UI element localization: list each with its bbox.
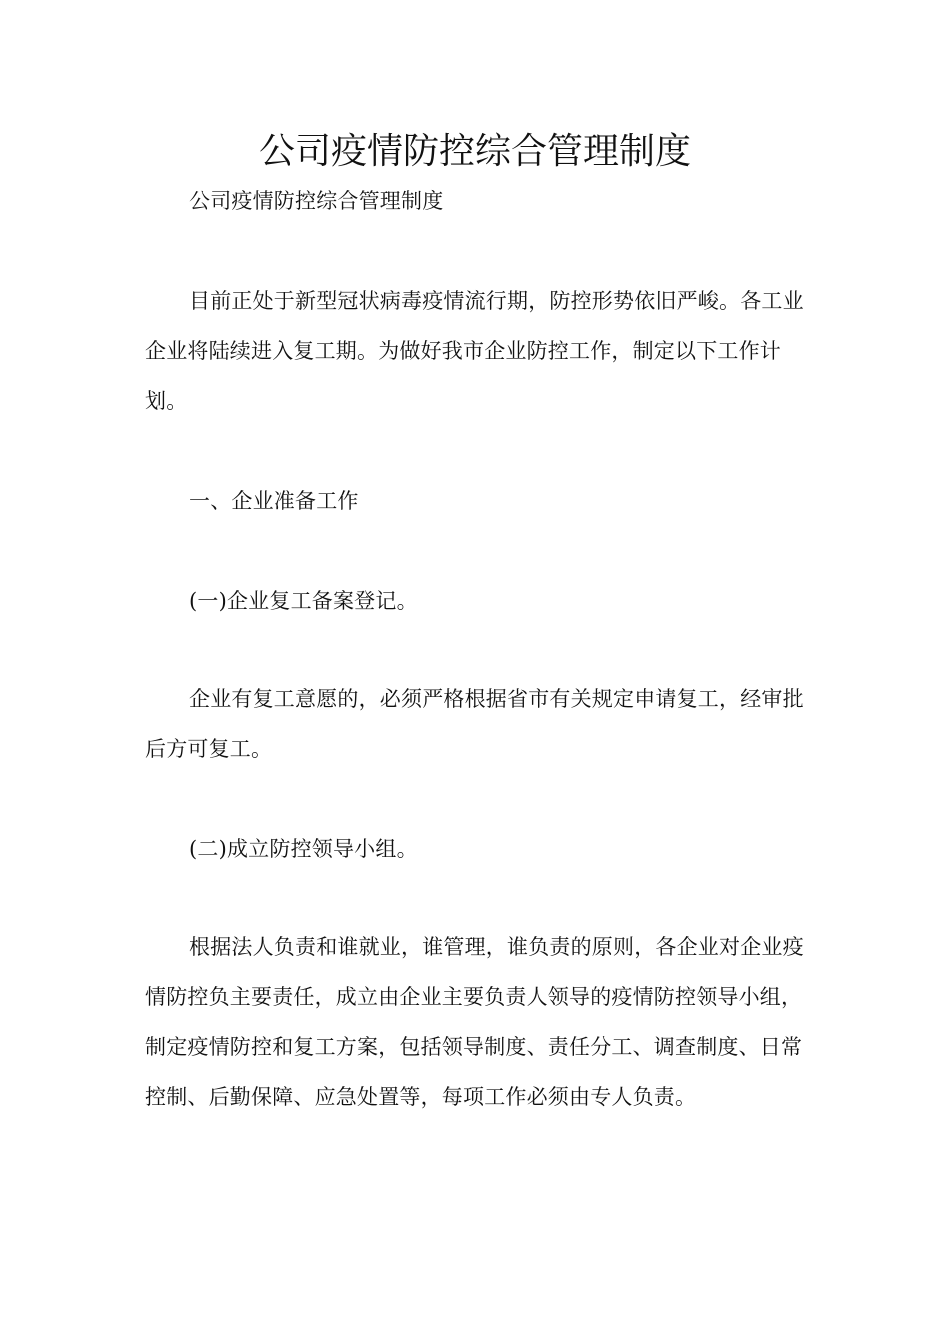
document-subtitle: 公司疫情防控综合管理制度 [189,189,444,213]
document-title: 公司疫情防控综合管理制度 [258,131,691,172]
leadership-group-paragraph: 根据法人负责和谁就业，谁管理，谁负责的原则，各企业对企业疫情防控负主要责任，成立由企业主要负责人领导的疫情防控领导小组，制定疫情防控和复工方案，包括领导制度、责任分工、调查制度、日常控制、后勤保障、应急处置等，每项工作必须由专人负责。 [145,935,804,1109]
intro-paragraph: 目前正处于新型冠状病毒疫情流行期，防控形势依旧严峻。各工业企业将陆续进入复工期。为做好我市企业防控工作，制定以下工作计划。 [145,289,804,413]
section-heading-preparation: 一、企业准备工作 [189,489,359,513]
registration-paragraph: 企业有复工意愿的，必须严格根据省市有关规定申请复工，经审批后方可复工。 [145,687,804,761]
item-heading-registration: (一)企业复工备案登记。 [189,589,418,613]
item-heading-leadership-group: (二)成立防控领导小组。 [189,837,418,861]
